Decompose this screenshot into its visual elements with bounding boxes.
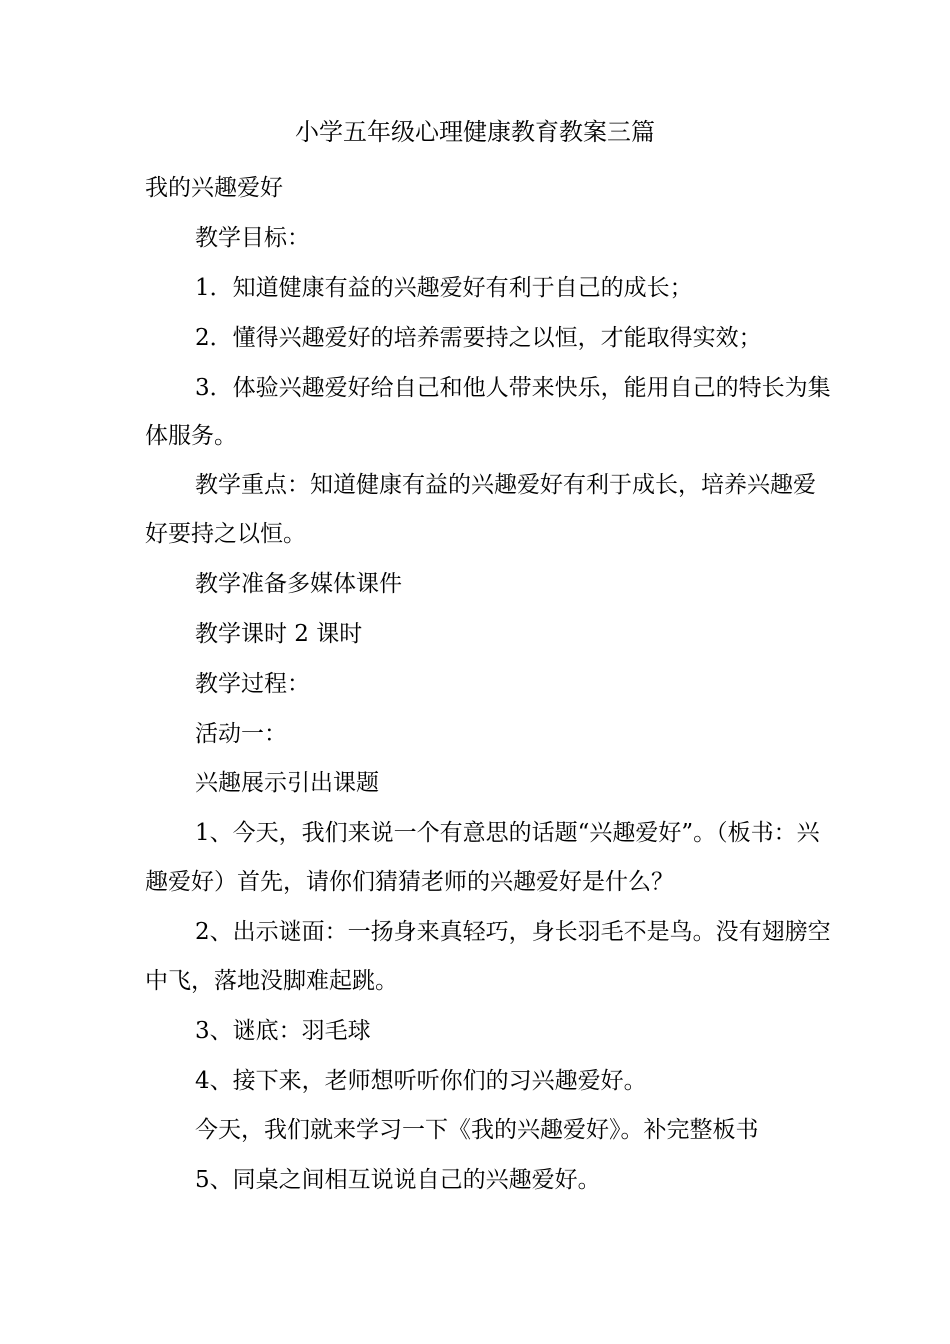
document-title: 小学五年级心理健康教育教案三篇 bbox=[295, 118, 655, 146]
paragraph-line: 好要持之以恒。 bbox=[145, 521, 306, 547]
paragraph-line: 1．知道健康有益的兴趣爱好有利于自己的成长； bbox=[195, 275, 693, 301]
paragraph-line: 兴趣展示引出课题 bbox=[195, 770, 379, 796]
paragraph-line: 教学重点：知道健康有益的兴趣爱好有利于成长，培养兴趣爱 bbox=[195, 472, 816, 498]
paragraph-line: 活动一： bbox=[195, 721, 287, 747]
paragraph-line: 3、谜底：羽毛球 bbox=[195, 1018, 371, 1044]
paragraph-line: 趣爱好）首先，请你们猜猜老师的兴趣爱好是什么？ bbox=[145, 869, 674, 895]
paragraph-line: 教学过程： bbox=[195, 671, 310, 697]
paragraph-line: 3．体验兴趣爱好给自己和他人带来快乐，能用自己的特长为集 bbox=[195, 375, 831, 401]
paragraph-line: 中飞，落地没脚难起跳。 bbox=[145, 968, 398, 994]
paragraph-line: 教学课时 2 课时 bbox=[195, 621, 363, 647]
paragraph-line: 2．懂得兴趣爱好的培养需要持之以恒，才能取得实效； bbox=[195, 325, 762, 351]
paragraph-line: 今天，我们就来学习一下《我的兴趣爱好》。补完整板书 bbox=[195, 1117, 759, 1143]
paragraph-line: 教学准备多媒体课件 bbox=[195, 571, 402, 597]
paragraph-line: 5、同桌之间相互说说自己的兴趣爱好。 bbox=[195, 1167, 601, 1193]
section-heading: 我的兴趣爱好 bbox=[145, 175, 283, 201]
paragraph-line: 4、接下来，老师想听听你们的习兴趣爱好。 bbox=[195, 1068, 647, 1094]
paragraph-line: 1、今天，我们来说一个有意思的话题“兴趣爱好”。（板书：兴 bbox=[195, 820, 820, 846]
paragraph-line: 2、出示谜面：一扬身来真轻巧，身长羽毛不是鸟。没有翅膀空 bbox=[195, 919, 831, 945]
paragraph-line: 体服务。 bbox=[145, 423, 237, 449]
paragraph-line: 教学目标： bbox=[195, 225, 310, 251]
